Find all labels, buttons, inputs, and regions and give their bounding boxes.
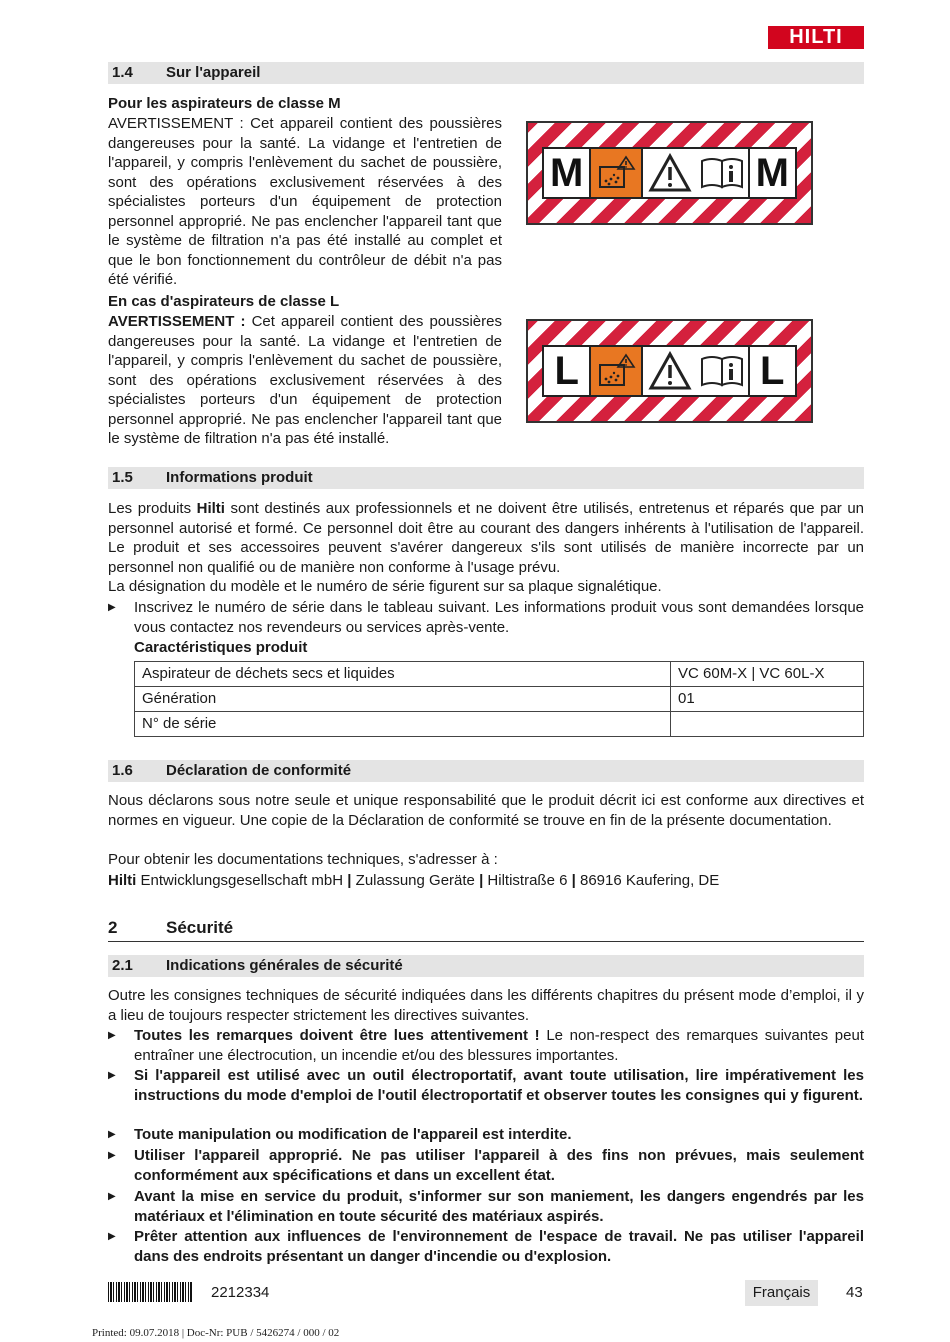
list-item-text: Prêter attention aux influences de l'environnement de l'espace de travail. Ne pas utiliser l'appareil dans des endroits présentant un danger d'incendie ou d'explosion. [134, 1228, 864, 1265]
sign-class-letter: L [554, 349, 579, 393]
table-cell-label: N° de série [135, 712, 671, 737]
barcode-icon [108, 1282, 192, 1302]
warning-label: AVERTISSEMENT : [108, 313, 246, 330]
table-row [135, 712, 864, 737]
serial-number-cell [671, 712, 864, 737]
product-spec-table [134, 661, 864, 737]
section-number: 1.4 [112, 64, 133, 81]
text-run: Hiltistraße 6 [483, 872, 572, 889]
bullet-arrow-icon: ▶ [108, 602, 116, 613]
section-number: 1.5 [112, 469, 133, 486]
table-cell-value: VC 60M-X | VC 60L-X [671, 662, 864, 687]
bullet-arrow-icon: ▶ [108, 1150, 116, 1161]
manual-info-icon [696, 149, 749, 197]
section-number: 1.6 [112, 762, 133, 779]
text-run: Le non-respect des remarques suivantes peut entraîner une électrocution, un incendie et/ou des blessures importantes. [134, 1027, 864, 1064]
class-m-heading: Pour les aspirateurs de classe M [108, 95, 341, 112]
list-item [108, 1146, 864, 1185]
text-run: Les produits [108, 500, 197, 517]
list-item [108, 1026, 864, 1065]
list-item [108, 1066, 864, 1105]
brand-name: Hilti [196, 500, 225, 517]
table-cell-label: Génération [135, 687, 671, 712]
table-row [135, 662, 864, 687]
list-item [108, 1187, 864, 1226]
section-title: Déclaration de conformité [166, 762, 352, 779]
document-number: 2212334 [211, 1284, 270, 1301]
sign-class-letter: L [760, 349, 785, 393]
section-header-1-4 [108, 62, 864, 84]
print-info: Printed: 09.07.2018 | Doc-Nr: PUB / 5426274 / 000 / 02 [92, 1327, 340, 1339]
list-item [108, 1227, 864, 1266]
section-title: Indications générales de sécurité [166, 957, 403, 974]
section-header-1-5 [108, 467, 864, 489]
section-header-1-6 [108, 760, 864, 782]
table-row [135, 687, 864, 712]
bold-text: Toutes les remarques doivent être lues attentivement ! [134, 1027, 540, 1044]
warning-text: Cet appareil contient des poussières dangereuses pour la santé. La vidange et l'entretien de l'appareil, y compris l'enlèvement du sachet de poussière, sont des opérations exclusivement réservées à des spécialistes porteurs d'un équipement de protection personnel approprié. Ne pas enclencher l'appareil tant que le système de filtration n'a pas été installé. [108, 313, 502, 447]
separator: | [571, 872, 576, 889]
table-cell-value: 01 [671, 687, 864, 712]
class-m-warning-sign [526, 121, 813, 225]
sign-class-letter: M [755, 151, 789, 195]
brand-name: Hilti [108, 872, 137, 889]
separator: | [347, 872, 352, 889]
safety-intro: Outre les consignes techniques de sécurité indiquées dans les différents chapitres du présent mode d’emploi, il y a lieu de toujours respecter strictement les directives suivantes. [108, 987, 864, 1024]
dust-hazard-icon [589, 347, 642, 395]
chapter-number: 2 [108, 918, 118, 937]
class-m-text: AVERTISSEMENT : Cet appareil contient des poussières dangereuses pour la santé. La vidange et l'entretien de l'appareil, y compris l'enlèvement du sachet de poussière, sont des opérations exclusivement réservées à des spécialistes porteurs d'un équipement de protection personnel approprié. Ne pas enclencher l'appareil tant que le système de filtration n'a pas été installé au complet et que le bon fonctionnement du contrôleur de débit n'a pas été vérifié. [108, 115, 502, 288]
tech-docs-paragraph: Pour obtenir les documentations techniques, s'adresser à : [108, 851, 498, 868]
bullet-arrow-icon: ▶ [108, 1129, 116, 1140]
list-item-text: Utiliser l'appareil approprié. Ne pas utiliser l'appareil à des fins non prévues, mais seulement conformément aux spécifications et dans un excellent état. [134, 1147, 864, 1184]
chapter-header-2 [108, 916, 864, 942]
section-title: Sur l'appareil [166, 64, 261, 81]
address-line [108, 871, 864, 891]
class-l-heading: En cas d'aspirateurs de classe L [108, 293, 340, 310]
bullet-arrow-icon: ▶ [108, 1231, 116, 1242]
section-title: Informations produit [166, 469, 313, 486]
separator: | [479, 872, 484, 889]
warning-triangle-icon [643, 347, 696, 395]
list-item-text: Si l'appareil est utilisé avec un outil électroportatif, avant toute utilisation, lire impérativement les instructions du mode d'emploi de l'outil électroportatif et observer toutes les consignes qui y figurent. [134, 1067, 864, 1104]
text-run: Zulassung Geräte [351, 872, 480, 889]
conformity-paragraph: Nous déclarons sous notre seule et unique responsabilité que le produit décrit ici est conforme aux directives et normes en vigueur. Une copie de la Déclaration de conformité se trouve en fin de la présente documentation. [108, 792, 864, 829]
table-title: Caractéristiques produit [134, 639, 308, 656]
language-label: Français [745, 1280, 818, 1306]
nameplate-paragraph: La désignation du modèle et le numéro de série figurent sur sa plaque signalétique. [108, 578, 662, 595]
bullet-arrow-icon: ▶ [108, 1030, 116, 1041]
product-info-paragraph [108, 499, 864, 577]
text-run: sont destinés aux professionnels et ne doivent être utilisés, entretenus et réparés que par un personnel autorisé et formé. Ce personnel doit être au courant des dangers inhérents à l'utilisation de l'appareil. Le produit et ses accessoires peuvent s'avérer dangereux s'ils sont utilisés de manière incorrecte par un personnel non qualifié ou de manière non conforme à l'usage prévu. [108, 500, 865, 576]
bullet-arrow-icon: ▶ [108, 1191, 116, 1202]
text-run: Entwicklungsgesellschaft mbH [136, 872, 348, 889]
warning-triangle-icon [643, 149, 696, 197]
hilti-logo: HILTI [768, 26, 864, 49]
class-l-warning-sign [526, 319, 813, 423]
section-number: 2.1 [112, 957, 133, 974]
table-cell-label: Aspirateur de déchets secs et liquides [135, 662, 671, 687]
class-l-text [108, 312, 502, 449]
list-item-text [134, 1026, 864, 1065]
list-item [108, 1125, 864, 1145]
page-number: 43 [846, 1284, 863, 1301]
chapter-title: Sécurité [166, 918, 234, 937]
list-item-text: Inscrivez le numéro de série dans le tableau suivant. Les informations produit vous sont demandées lorsque vous contactez nos revendeurs ou services après-vente. [134, 599, 864, 636]
section-header-2-1 [108, 955, 864, 977]
list-item [108, 598, 864, 637]
dust-hazard-icon [589, 149, 642, 197]
sign-class-letter: M [550, 151, 584, 195]
manual-info-icon [696, 347, 749, 395]
text-run: 86916 Kaufering, DE [575, 872, 720, 889]
list-item-text: Toute manipulation ou modification de l'appareil est interdite. [134, 1126, 572, 1143]
bullet-arrow-icon: ▶ [108, 1070, 116, 1081]
list-item-text: Avant la mise en service du produit, s'informer sur son maniement, les dangers engendrés par les matériaux et l'élimination en toute sécurité des matériaux aspirés. [134, 1188, 864, 1225]
